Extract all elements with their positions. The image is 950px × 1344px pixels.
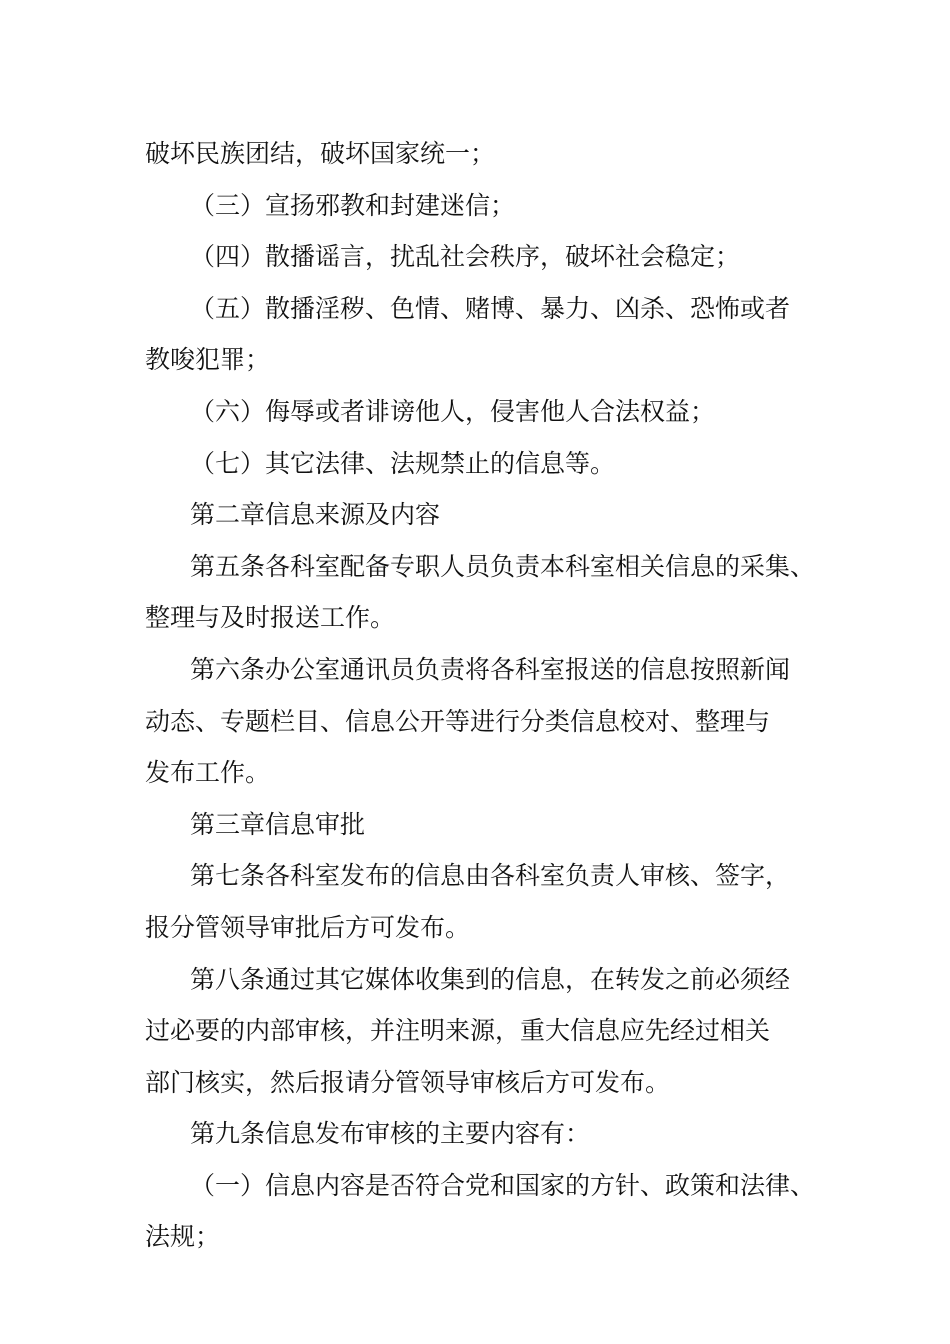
text-line: 发布工作。 bbox=[145, 758, 271, 788]
text-line: （七）其它法律、法规禁止的信息等。 bbox=[190, 448, 616, 478]
text-line: 第八条通过其它媒体收集到的信息，在转发之前必须经 bbox=[190, 964, 791, 994]
chapter-heading: 第二章信息来源及内容 bbox=[190, 500, 441, 530]
text-line: 报分管领导审批后方可发布。 bbox=[145, 912, 471, 942]
text-line: （四）散播谣言，扰乱社会秩序，破坏社会稳定； bbox=[190, 242, 741, 272]
text-line: 第七条各科室发布的信息由各科室负责人审核、签字， bbox=[190, 861, 791, 891]
document-body bbox=[145, 128, 835, 1263]
text-line: 过必要的内部审核，并注明来源，重大信息应先经过相关 bbox=[145, 1016, 771, 1046]
text-line: （一）信息内容是否符合党和国家的方针、政策和法律、 bbox=[190, 1170, 816, 1200]
text-line: （六）侮辱或者诽谤他人，侵害他人合法权益； bbox=[190, 396, 716, 426]
text-line: 动态、专题栏目、信息公开等进行分类信息校对、整理与 bbox=[145, 706, 771, 736]
text-line: 部门核实，然后报请分管领导审核后方可发布。 bbox=[145, 1067, 671, 1097]
text-line: 整理与及时报送工作。 bbox=[145, 603, 396, 633]
text-line: （五）散播淫秽、色情、赌博、暴力、凶杀、恐怖或者 bbox=[190, 293, 791, 323]
text-line: 法规； bbox=[145, 1222, 221, 1252]
text-line: 破坏民族团结，破坏国家统一； bbox=[145, 139, 496, 168]
text-line: 第九条信息发布审核的主要内容有： bbox=[190, 1119, 591, 1149]
text-line: 第五条各科室配备专职人员负责本科室相关信息的采集、 bbox=[190, 551, 816, 581]
text-line: 教唆犯罪； bbox=[145, 345, 271, 375]
text-line: （三）宣扬邪教和封建迷信； bbox=[190, 190, 516, 220]
text-line: 第六条办公室通讯员负责将各科室报送的信息按照新闻 bbox=[190, 654, 791, 684]
chapter-heading: 第三章信息审批 bbox=[190, 809, 366, 839]
